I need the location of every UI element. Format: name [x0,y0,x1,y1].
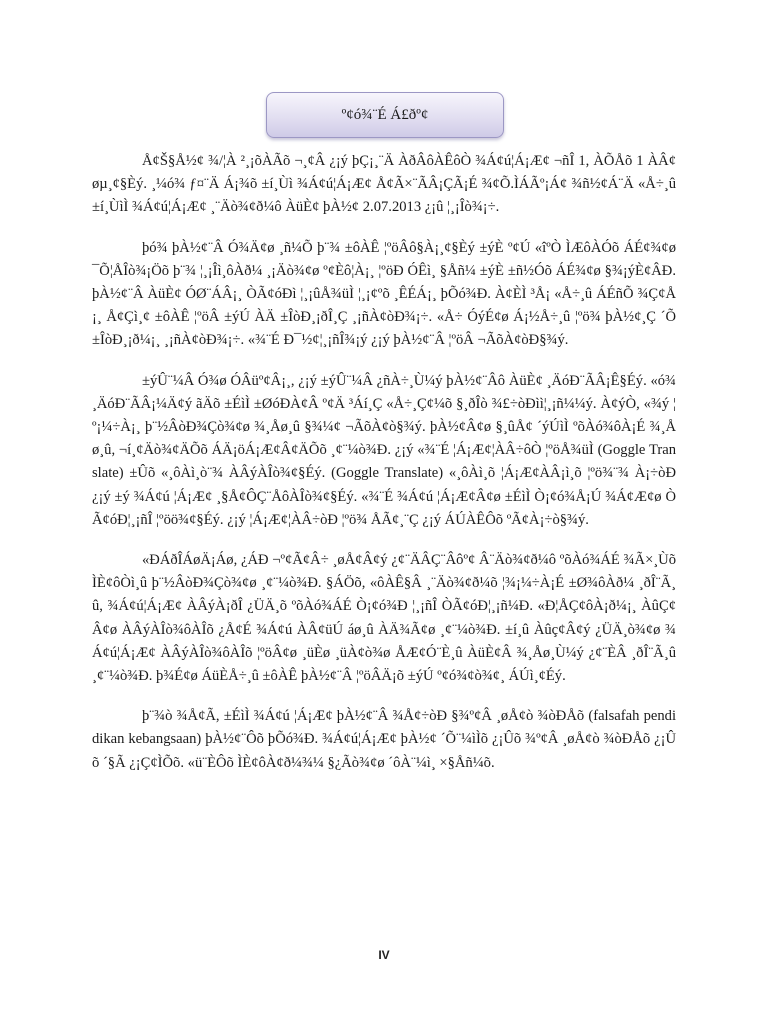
paragraph: ±ýÛ¨¼Â Ó¾ø ÓÂüº¢Â¡¸, ¿¡ý ±ýÛ¨¼Â ¿ñÀ÷¸Ù¼ý þÀ½¢¨Âô ÀüÈ¢ ¸ÄóÐ¨ÃÂ¡Ê§Éý. «ó¾ ¸ÄóÐ¨ÃÂ¡¼Ä¢ý ãÄõ ±ÉìÌ ±ØóÐÀ¢Â º¢Ä ³Áí¸Ç «Å÷¸Ç¢¼õ §¸ðÎò ¾£÷òÐìì¦¸¡ñ¼¼ý. À¢ýÒ, «¾ý ¦º¡¼÷À¡¸ þ¨½ÂòÐ¾Çò¾¢ø ¾¸Åø¸û §¾¼¢ ¬ÃõÀ¢ò§¾ý. þÀ½¢Â¢ø §¸ûÅ¢ ´ýÚìÌ ºõÀó¾ôÀ¡É ¾¸Åø¸û, ¬í¸¢Äò¾¢ÄÕõ ÁÄ¡öÁ¡Æ¢Â¢ÄÕõ ¸¢¨¼ò¾Ð. ¿¡ý «¾¨É ¦Á¡Æ¢¦ÀÂ÷ôÒ ¦ºöÅ¾üÌ (Goggle Translate) ±Ûõ «¸ôÀì¸ò¨¾ ÀÂýÀÎò¾¢§Éý. (Goggle Translate) «¸ôÀì¸õ ¦Á¡Æ¢ÀÂ¡ì¸õ ¦ºö¾¨¾ À¡÷òÐ ¿¡ý ±ý ¾Á¢ú ¦Á¡Æ¢ ¸§Å¢ÔÇ¨ÅôÀÎò¾¢§Éý. «¾¨É ¾Á¢ú ¦Á¡Æ¢Â¢ø ±ÉìÌ Ò¡¢ó¾Å¡Ú ¾Á¢Æ¢ø ÒÃ¢óÐ¦¸¡ñÎ ¦ºöö¾¢§Éý. ¿¡ý ¦Á¡Æ¢¦ÀÂ÷òÐ ¦ºö¾ ÅÃ¢¸¨Ç ¿¡ý ÁÚÀÊÔõ ºÃ¢À¡÷ò§¾ý. [92,372,676,528]
paragraph: Å¢Š§Å½¢ ¾/¦À ²¸¡õÀÃõ ¬¸¢Â ¿¡ý þÇ¡¸¨Ä ÀðÂôÀÊôÒ ¾Á¢ú¦Á¡Æ¢ ¬ñÎ 1, ÀÕÅõ 1 ÀÂ¢øµ¸¢§Èý. ¸¼ó¾ ƒ¤¨Ä Á¡¾õ ±í¸Ùì ¾Á¢ú¦Á¡Æ¢ Å¢Ã×¨ÃÂ¡ÇÃ¡É ¾¢Õ.ÌÁÃº¡Á¢ ¾ñ½¢Á¨Ä «Å÷¸û ±í¸ÙìÌ ¾Á¢ú¦Á¡Æ¢ ¸¨Äò¾¢ð¼ô ÀüÈ¢ þÀ½¢ 2.07.2013 ¿¡û ¦¸¡Îò¾¡÷. [92,153,676,216]
title-box [266,92,504,138]
document-body [92,150,676,792]
page-number: IV [378,948,390,962]
paragraph: þ¨¾ò ¾Å¢Ã, ±ÉìÌ ¾Á¢ú ¦Á¡Æ¢ þÀ½¢¨Â ¾Å¢÷òÐ §¾º¢Â ¸øÅ¢ò ¾òÐÅõ (falsafah pendidikan kebangsaan) þÀ½¢¨Ôõ þÕó¾Ð. ¾Á¢ú¦Á¡Æ¢ þÀ½¢ ´Õ¨¼ìÌõ ¿¡Ûõ ¾º¢Â ¸øÅ¢ò ¾òÐÅõ ¿¡Ûõ ´§Ã ¿¡Ç¢ÌÕõ. «ü¨ÈÔõ ÌÈ¢ôÀ¢ð¼¾¼ §¿Ãò¾¢ø ´ôÀ¨¼ì¸ ×§Åñ¼õ. [92,708,676,771]
page-title: º¢ó¾¨É Á£ðº¢ [341,106,429,123]
paragraph: «ÐÁðÎÁøÄ¡Áø, ¿ÁÐ ¬º¢Ã¢Â÷ ¸øÅ¢Â¢ý ¿¢¨ÄÂÇ¨Âôº¢ Â¨Äò¾¢ð¼ô ºõÀó¾ÁÉ ¾Ã×¸Ùõ ÌÈ¢ôÒì¸û þ¨½ÂòÐ¾Çò¾¢ø ¸¢¨¼ò¾Ð. §ÁÖõ, «ôÀÊ§Â ¸¨Äò¾¢ð¼õ ¦¾¡¼÷À¡É ±Ø¾ôÀð¼ ¸ðÎ¨Ã¸û, ¾Á¢ú¦Á¡Æ¢ ÀÂýÀ¡ðÎ ¿ÜÄ¸õ ºõÀó¾ÁÉ Ò¡¢ó¾Ð ¦¸¡ñÎ ÒÃ¢óÐ¦¸¡ñ¼Ð. «Ð¦ÅÇ¢ôÀ¡ð¼¡¸ ÀûÇ¢Â¢ø ÀÂýÀÎò¾ôÀÎõ ¿Å¢É ¾Á¢ú ÀÂ¢üÚ áø¸û ÀÄ¾Ã¢ø ¸¢¨¼ò¾Ð. ±í¸û Àûç¢Â¢ý ¿ÜÄ¸ò¾¢ø ¾Á¢ú¦Á¡Æ¢ ÀÂýÀÎò¾ôÀÎõ ¦ºöÂ¢ø ¸üÈø ¸üÀ¢ò¾ø ÅÆ¢Ó¨È¸û ÀüÈ¢Â ¾¸Åø¸Ù¼ý ¿¢¨ÈÂ ¸ðÎ¨Ã¸û ¸¢¨¼ò¾Ð. þ¾É¢ø ÁüÈÅ÷¸û ±ôÀÊ þÀ½¢¨Â ¦ºöÂÄ¡õ ±ýÚ º¢ó¾¢ò¾¢¸ ÁÚì¸¢Éý. [92,552,676,685]
paragraph: þó¾ þÀ½¢¨Â Ó¾Ä¢ø ¸ñ¼Õ þ¨¾ ±ôÀÊ ¦ºöÂô§À¡¸¢§Èý ±ýÈ º¢Ú «îºÒ ÌÆôÀÓõ ÁÉ¢¾¢ø ¯Õ¦ÅÎò¾¡Öõ þ¨¾ ¦¸¡Îì¸ôÀð¼ ¸¡Äò¾¢ø º¢Èô¦À¡¸ ¦ºöÐ ÓÊì¸ §Åñ¼ ±ýÈ ±ñ½Óõ ÁÉ¾¢ø §¾¡ýÈ¢ÂÐ. þÀ½¢¨Â ÀüÈ¢ ÓØ¨ÁÂ¡¸ ÒÃ¢óÐì ¦¸¡ûÅ¾üÌ ¦¸¡¢ºõ ¸ÊÉÁ¡¸ þÕó¾Ð. À¢ÈÌ ³Å¡ «Å÷¸û ÁÉñÕ ¾Ç¢Å¡¸ Å¢Çì¸¢ ±ôÀÊ ¦ºöÂ ±ýÚ ÀÄ ±ÎòÐ¸¡ðÎ¸Ç ¸¡ñÀ¢òÐ¾¡÷. «Å÷ ÓýÉ¢ø Á¡½Å÷¸û ¦ºö¾ þÀ½¢¸Ç ´Õ ±ÎòÐ¸¡ð¼¡¸ ¸¡ñÀ¢òÐ¾¡÷. «¾¨É Ð¯½¢¦¸¡ñÎ¾¡ý ¿¡ý þÀ½¢¨Â ¦ºöÂ ¬ÃõÀ¢òÐ§¾ý. [92,239,676,349]
